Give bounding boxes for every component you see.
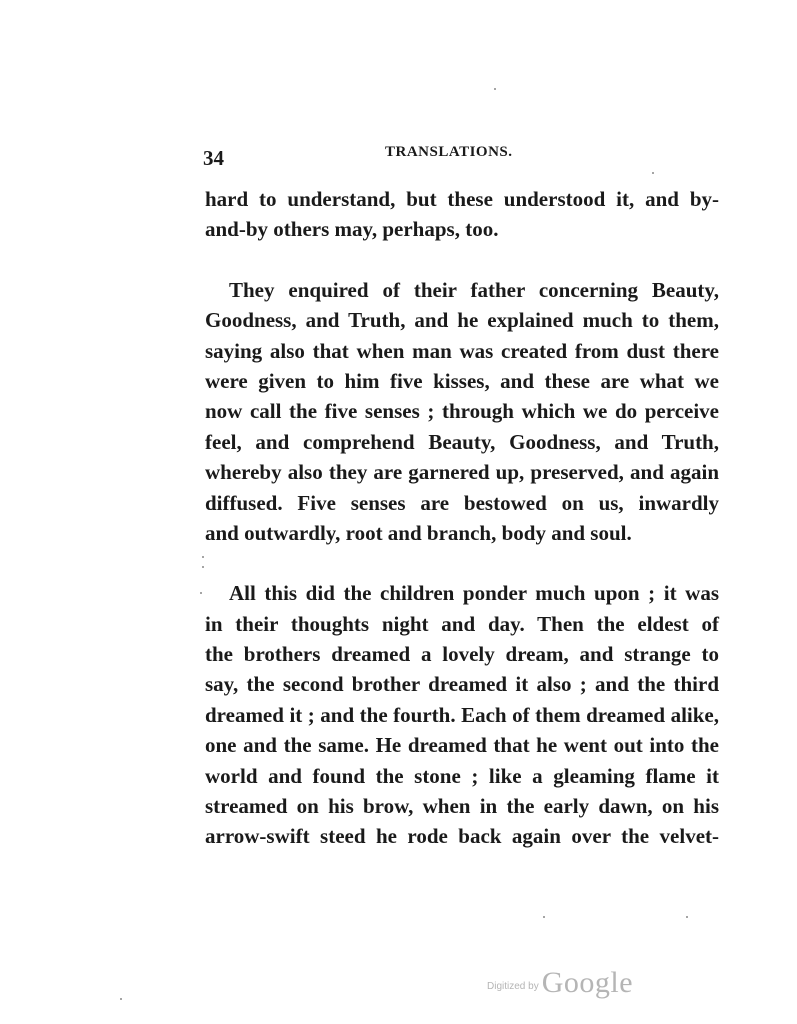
text-line: saying also that when man was created from dust there (205, 338, 719, 363)
text-line: say, the second brother dreamed it also ; and the third (205, 672, 719, 697)
text-line: one and the same. He dreamed that he went out into the (205, 733, 719, 758)
scan-speck (202, 556, 204, 558)
text-line: now call the five senses ; through which we do perceive (205, 399, 719, 424)
scan-speck (120, 998, 122, 1000)
google-brand: Google (541, 966, 634, 999)
text-line: All this did the children ponder much upon ; it was (229, 581, 719, 606)
text-line: arrow-swift steed he rode back again over the velvet- (205, 824, 719, 849)
text-line: diffused. Five senses are bestowed on us, inwardly (205, 490, 719, 515)
text-line: and outwardly, root and branch, body and soul. (205, 520, 632, 545)
scan-speck (652, 172, 654, 174)
page-number: 34 (203, 146, 224, 170)
text-line: and-by others may, perhaps, too. (205, 217, 499, 242)
text-line: They enquired of their father concerning Beauty, (229, 277, 719, 302)
paragraph-1 (205, 184, 719, 245)
text-line: world and found the stone ; like a gleaming flame it (205, 763, 719, 788)
text-line: hard to understand, but these understood it, and by- (205, 187, 719, 211)
text-line: dreamed it ; and the fourth. Each of them dreamed alike, (205, 702, 719, 727)
scan-speck (200, 592, 202, 594)
paragraph-gap (205, 548, 719, 578)
scan-speck (543, 916, 545, 918)
text-line: in their thoughts night and day. Then the eldest of (205, 611, 719, 636)
text-line: Goodness, and Truth, and he explained much to them, (205, 308, 719, 333)
digitized-by-watermark (487, 966, 633, 1000)
digitized-label: Digitized by (487, 981, 539, 992)
paragraph-2 (205, 275, 719, 549)
body-text (205, 184, 719, 852)
text-line: were given to him five kisses, and these are what we (205, 368, 719, 393)
scan-speck (494, 88, 496, 90)
text-line: feel, and comprehend Beauty, Goodness, and Truth, (205, 429, 719, 454)
scan-speck (202, 566, 204, 568)
text-line: streamed on his brow, when in the early dawn, on his (205, 794, 719, 819)
paragraph-gap (205, 245, 719, 275)
scan-speck (686, 916, 688, 918)
text-line: the brothers dreamed a lovely dream, and strange to (205, 642, 719, 667)
paragraph-3 (205, 578, 719, 852)
text-line: whereby also they are garnered up, preserved, and again (205, 460, 719, 485)
running-title: TRANSLATIONS. (385, 144, 513, 160)
running-head (203, 142, 718, 170)
